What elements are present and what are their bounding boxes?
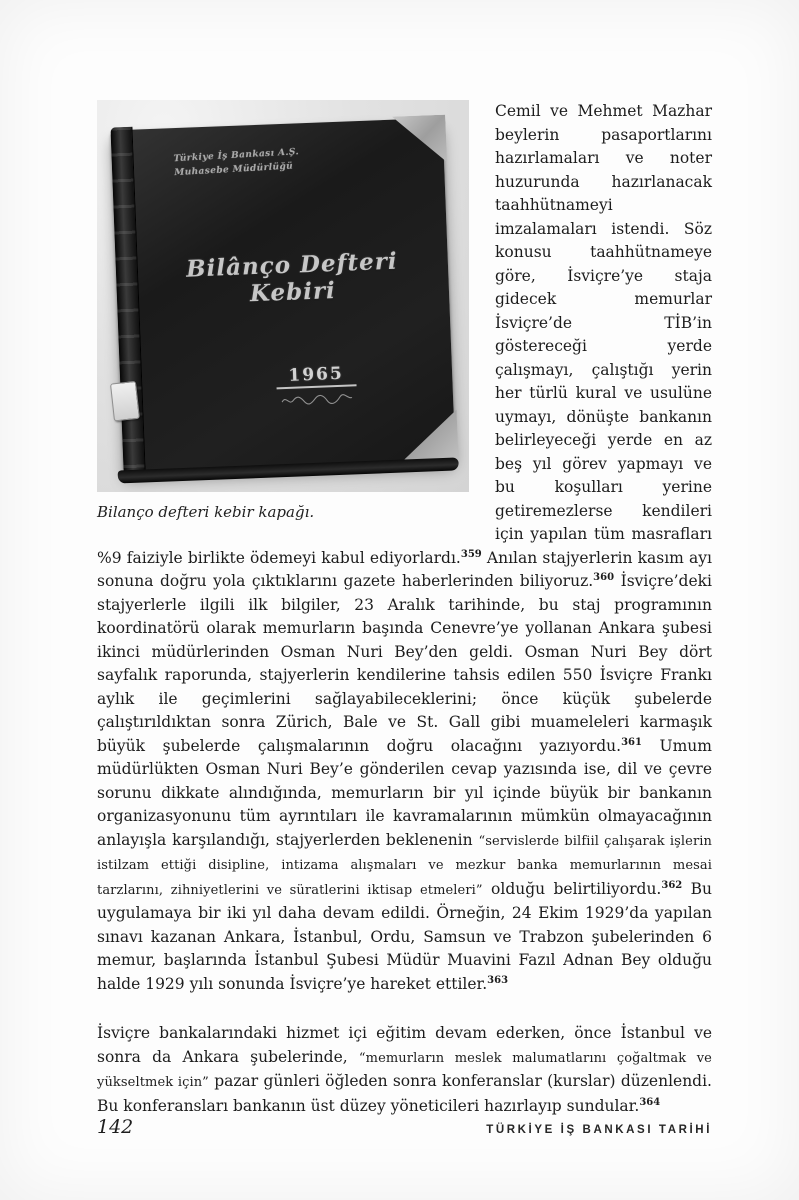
figure-caption: Bilanço defteri kebir kapağı. <box>97 503 315 521</box>
ledger-book-cover <box>111 118 456 472</box>
body-text-segment: İsviçre’deki stajyerlerle ilgili ilk bilgiler, 23 Aralık tarihinde, bu staj programının koordinatörü olarak memurların başında Cenevre’ye yollanan Ankara şubesi ikinci müdürlerinden Osman Nuri Bey’den geldi. Osman Nuri Bey dört sayfalık raporunda, stajyerlerin kendilerine tahsis edilen 550 İsviçre Frankı aylık ile geçimlerini sağlayabileceklerini; önce küçük şubelerde çalıştırıldıktan sonra Zürich, Bale ve St. Gall gibi muameleleri karmaşık büyük şubelerde çalışmalarının doğru olacağını yazıyordu. <box>97 572 713 755</box>
footnote-ref-361: 361 <box>621 736 642 748</box>
footnote-ref-362: 362 <box>661 879 683 891</box>
cover-imprint <box>173 146 300 181</box>
cover-signature-scribble-icon <box>241 388 394 413</box>
cover-imprint-line2: Muhasebe Müdürlüğü <box>174 161 294 179</box>
cover-title: Bilânço Defteri Kebiri <box>185 247 399 308</box>
page-content <box>97 100 712 1118</box>
book-spine <box>110 127 145 479</box>
body-text-segment: pazar günleri öğleden sonra konferanslar (kurslar) düzenlendi. Bu konferansları bankanın üst düzey yöneticileri hazırlayıp sundular. <box>97 1072 712 1115</box>
quoted-archival-text: “servislerde bilfiil çalışarak işlerin istilzam ettiği disipline, intizama alışmaları ve mezkur banka memurlarının mesai tarzlarını, zihniyetlerini ve süratlerini iktisap etmeleri” <box>97 833 713 898</box>
body-text-segment: Anılan stajyerlerin kasım ayı sonuna doğru yola çıktıklarını gazete haberlerinden biliyoruz. <box>97 548 712 590</box>
cover-year: 1965 <box>276 363 356 389</box>
body-text-segment: İsviçre bankalarındaki hizmet içi eğitim devam ederken, önce İstanbul ve sonra da Ankara şubelerinde, <box>97 1024 712 1066</box>
quoted-archival-text: “memurların meslek malumatlarını çoğaltmak ve yükseltmek için” <box>97 1050 712 1090</box>
cover-year-block <box>240 362 394 413</box>
footnote-ref-363: 363 <box>487 974 509 986</box>
footnote-ref-364: 364 <box>639 1096 661 1108</box>
body-text-segment: Cemil ve Mehmet Mazhar beylerin pasaportlarını hazırlamaları ve noter huzurunda hazırlanacak taahhütnameyi imzalamaları istendi. Söz konusu taahhütnameye göre, İsviçre’ye staja gidecek memurlar İsviçre’de TİB’in göstereceği yerde çalışmayı, çalıştığı yerin her türlü kural ve usulüne uymayı, dönüşte bankanın belirleyeceği yerde en az beş yıl görev yapmayı ve bu koşulları yerine getiremezlerse kendileri için yapılan tüm masrafları %9 faiziyle birlikte ödemeyi kabul ediyorlardı. <box>97 102 712 567</box>
running-title: TÜRKİYE İŞ BANKASI TARİHİ <box>486 1124 712 1136</box>
metal-corner-bottom-right-icon <box>378 399 458 466</box>
page-number: 142 <box>97 1116 134 1138</box>
footnote-ref-360: 360 <box>593 572 615 583</box>
spine-label-sticker <box>110 381 140 422</box>
figure-ledger-photo <box>97 100 469 521</box>
metal-corner-top-right-icon <box>373 115 447 176</box>
cover-imprint-line1: Türkiye İş Bankası A.Ş. <box>173 147 300 165</box>
book-cover-photo <box>97 100 469 492</box>
body-text-segment: Bu uygulamaya bir iki yıl daha devam edildi. Örneğin, 24 Ekim 1929’da yapılan sınavı kazanan Ankara, İstanbul, Ordu, Samsun ve Trabzon şubelerinden 6 memur, başlarında İstanbul Şubesi Müdür Muavini Fazıl Adnan Bey olduğu halde 1929 yılı sonunda İsviçre’ye hareket ettiler. <box>97 879 712 993</box>
body-text-segment: Umum müdürlükten Osman Nuri Bey’e gönderilen cevap yazısında ise, dil ve çevre sorunu dikkate alındığında, memurların bir yıl içinde büyük bir bankanın organizasyonunu tüm ayrıntıları ile kavramalarının mümkün olmayacağının anlayışla karşılandığı, stajyerlerden beklenenin <box>97 736 712 849</box>
body-text-segment: olduğu belirtiliyordu. <box>482 879 662 898</box>
page-footer <box>97 1116 712 1138</box>
paragraph-2 <box>97 1022 712 1118</box>
footnote-ref-359: 359 <box>460 548 482 560</box>
